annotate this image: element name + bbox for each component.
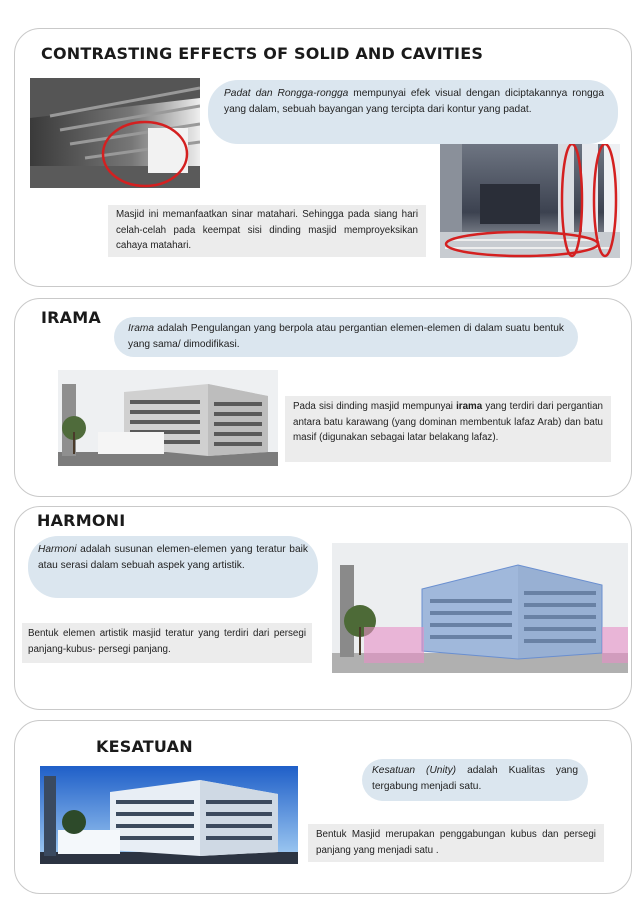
mosque-photo-irama: [58, 370, 278, 466]
harmoni-definition-text: adalah susunan elemen-elemen yang teratur baik atau serasi dalam sebuah aspek yang artistik.: [38, 544, 308, 571]
kesatuan-term: Kesatuan (Unity): [372, 765, 457, 776]
rect-overlay-left: [364, 627, 424, 663]
kesatuan-explanation-box: [308, 824, 604, 862]
corridor-photo: [440, 144, 620, 258]
irama-explanation-after: yang terdiri dari pergantian antara batu karawang (yang dominan membentuk lafaz Arab) dan batu masif (digunakan sebagai latar belakang lafaz).: [293, 401, 603, 443]
irama-explanation-box: [285, 396, 611, 462]
contrast-term: Padat dan Rongga-rongga: [224, 88, 349, 99]
harmoni-definition-bubble: [28, 536, 318, 598]
contrast-explanation-box: [108, 205, 426, 257]
section-kesatuan-title: KESATUAN: [96, 737, 193, 756]
section-contrast-title: CONTRASTING EFFECTS OF SOLID AND CAVITIES: [41, 44, 484, 63]
harmoni-explanation-text: Bentuk elemen artistik masjid teratur yang terdiri dari persegi panjang-kubus- persegi panjang.: [28, 628, 306, 655]
mosque-photo-harmoni: [332, 543, 628, 673]
harmoni-explanation-box: [22, 623, 312, 663]
section-harmoni-title: HARMONI: [37, 511, 126, 530]
harmoni-term: Harmoni: [38, 544, 77, 555]
kesatuan-definition-text: adalah Kualitas yang tergabung menjadi satu.: [372, 765, 579, 792]
irama-definition-text: adalah Pengulangan yang berpola atau pergantian elemen-elemen di dalam suatu bentuk yang sama/ dimodifikasi.: [128, 323, 564, 350]
contrast-definition-bubble: [208, 80, 618, 144]
section-irama-title: IRAMA: [41, 308, 101, 327]
irama-term: Irama: [128, 323, 155, 334]
mosque-photo-kesatuan: [40, 766, 298, 864]
contrast-definition-text: mempunyai efek visual dengan diciptakannya rongga yang dalam, sebuah bayangan yang tercipta dari kontur yang padat.: [224, 88, 604, 115]
irama-explanation-before: Pada sisi dinding masjid mempunyai: [293, 401, 457, 412]
rect-overlay-right: [602, 627, 628, 663]
contrast-explanation-text: Masjid ini memanfaatkan sinar matahari. Sehingga pada siang hari celah-celah pada keempat sisi dinding masjid memproyeksikan cahaya matahari.: [116, 209, 418, 251]
kesatuan-definition-bubble: [362, 759, 588, 801]
irama-definition-bubble: [114, 317, 578, 357]
irama-explanation-bold: irama: [456, 401, 483, 412]
kesatuan-explanation-text: Bentuk Masjid merupakan penggabungan kubus dan persegi panjang yang menjadi satu .: [316, 829, 596, 856]
interior-photo: [30, 78, 200, 188]
